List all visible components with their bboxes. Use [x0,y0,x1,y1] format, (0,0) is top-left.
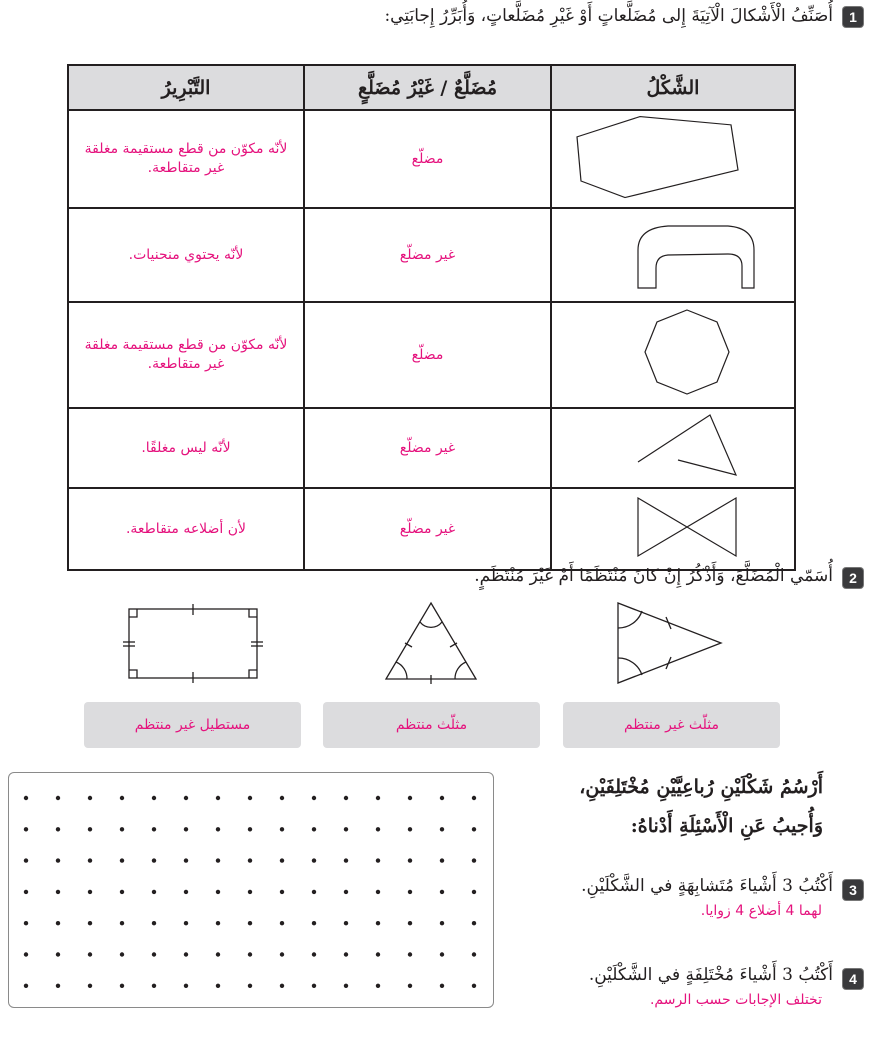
classification-cell: غير مضلّع [304,488,551,570]
grid-dot [120,796,124,800]
grid-dot [56,858,60,862]
dot-grid[interactable] [8,772,494,1008]
classification-table [67,64,796,571]
grid-dot [280,890,284,894]
curved-arch-shape [553,210,793,296]
question-4-instruction: أَكْتُبُ 3 أَشْياءَ مُخْتَلِفَةٍ في الشَّكْلَيْنِ. [588,965,833,985]
grid-dot [120,858,124,862]
grid-dot [440,984,444,988]
grid-dot [408,796,412,800]
grid-dot [216,890,220,894]
grid-dot [152,952,156,956]
grid-dot [184,984,188,988]
grid-dot [312,921,316,925]
grid-dot [312,827,316,831]
grid-dot [248,858,252,862]
grid-dot [152,858,156,862]
grid-dot [216,796,220,800]
grid-dot [184,952,188,956]
grid-dot [312,952,316,956]
grid-dot [152,827,156,831]
shape-cell [551,488,795,570]
grid-dot [184,921,188,925]
polygon-figures [0,595,885,695]
grid-dot [408,984,412,988]
grid-dot [472,827,476,831]
grid-dot [248,890,252,894]
grid-dot [120,890,124,894]
grid-dot [88,984,92,988]
question-4-answer: تختلف الإجابات حسب الرسم. [649,992,822,1008]
grid-dot [440,952,444,956]
grid-dot [24,827,28,831]
header-reason: التَّبْرِيرُ [68,65,304,110]
bowtie-shape [553,490,793,564]
grid-dot [440,890,444,894]
grid-dot [24,952,28,956]
grid-dot [408,858,412,862]
grid-dot [280,858,284,862]
table-header-row [68,65,795,110]
grid-dot [344,984,348,988]
classification-cell: غير مضلّع [304,208,551,302]
grid-dot [248,921,252,925]
grid-dot [376,984,380,988]
question-2-instruction: أُسَمّي الْمُضَلَّعَ، وَأَذْكُرُ إِنْ كانَ مُنْتَظَمًا أَمْ غَيْرَ مُنْتَظَمٍ. [474,566,833,586]
grid-dot [408,952,412,956]
grid-dot [376,858,380,862]
grid-dot [120,827,124,831]
grid-dot [280,827,284,831]
classification-cell: مضلّع [304,110,551,208]
grid-dot [216,858,220,862]
grid-dot [152,796,156,800]
grid-dot [152,921,156,925]
grid-dot [376,952,380,956]
grid-dot [248,796,252,800]
grid-dot [408,890,412,894]
grid-dot [472,890,476,894]
grid-dot [344,921,348,925]
grid-dot [408,827,412,831]
grid-dot [120,921,124,925]
question-number-badge: 4 [843,969,863,989]
grid-dot [120,952,124,956]
grid-dot [280,952,284,956]
grid-dot [344,952,348,956]
grid-dot [312,796,316,800]
grid-dot [440,796,444,800]
grid-dot [88,921,92,925]
grid-dot [184,890,188,894]
table-row [68,408,795,488]
question-3-instruction: أَكْتُبُ 3 أَشْياءَ مُتَشابِهَةٍ في الشَّكْلَيْنِ. [581,876,833,896]
grid-dot [24,796,28,800]
grid-dot [24,921,28,925]
grid-dot [24,890,28,894]
grid-dot [88,796,92,800]
header-classification: مُضَلَّعٌ / غَيْرُ مُضَلَّعٍ [304,65,551,110]
reason-cell: لأن أضلاعه متقاطعة. [68,488,304,570]
grid-dot [56,984,60,988]
shape-cell [551,408,795,488]
grid-dot [408,921,412,925]
grid-dot [56,796,60,800]
table-row [68,302,795,408]
question-number-badge: 1 [843,7,863,27]
open-triangle-shape [553,410,793,482]
grid-dot [184,796,188,800]
grid-dot [376,890,380,894]
grid-dot [216,921,220,925]
grid-dot [376,921,380,925]
answer-box: مثلّث غير منتظم [563,702,780,748]
grid-dot [56,952,60,956]
grid-dot [280,984,284,988]
grid-dot [440,921,444,925]
grid-dot [56,890,60,894]
draw-task-line-2: وَأُجيبُ عَنِ الْأَسْئِلَةِ أَدْناهُ: [630,815,823,837]
grid-dot [88,827,92,831]
classification-cell: مضلّع [304,302,551,408]
answer-box: مثلّث منتظم [323,702,540,748]
reason-cell: لأنّه ليس مغلقًا. [68,408,304,488]
grid-dot [440,827,444,831]
grid-dot [472,796,476,800]
grid-dot [344,890,348,894]
grid-dot [312,984,316,988]
grid-dot [472,921,476,925]
grid-dot [24,858,28,862]
grid-dot [184,827,188,831]
grid-dot [56,921,60,925]
hexagon-shape [553,112,793,202]
reason-cell: لأنّه يحتوي منحنيات. [68,208,304,302]
shape-cell [551,110,795,208]
table-row [68,110,795,208]
grid-dot [472,858,476,862]
grid-dot [376,827,380,831]
grid-dot [376,796,380,800]
grid-dot [440,858,444,862]
rectangle-figure [123,604,263,683]
shape-cell [551,302,795,408]
grid-dot [248,984,252,988]
dot-grid-points [9,773,493,1007]
grid-dot [216,952,220,956]
grid-dot [344,858,348,862]
question-number-badge: 2 [843,568,863,588]
grid-dot [248,827,252,831]
equilateral-triangle-figure [386,603,476,684]
grid-dot [216,984,220,988]
grid-dot [280,796,284,800]
grid-dot [216,827,220,831]
classification-cell: غير مضلّع [304,408,551,488]
draw-task-line-1: أَرْسُمُ شَكْلَيْنِ رُباعِيَّيْنِ مُخْتَلِفَيْنِ، [579,776,823,798]
grid-dot [24,984,28,988]
grid-dot [248,952,252,956]
grid-dot [56,827,60,831]
grid-dot [152,890,156,894]
reason-cell: لأنّه مكوّن من قطع مستقيمة مغلقة غير متقاطعة. [68,302,304,408]
grid-dot [280,921,284,925]
grid-dot [344,827,348,831]
reason-cell: لأنّه مكوّن من قطع مستقيمة مغلقة غير متقاطعة. [68,110,304,208]
isosceles-triangle-figure [618,603,721,683]
question-1-instruction: أُصَنِّفُ الْأَشْكالَ الْآتِيَةَ إِلى مُضَلَّعاتٍ أَوْ غَيْرِ مُضَلَّعاتٍ، وَأُبَرِّرُ إِجابَتِي: [384,6,833,26]
shape-cell [551,208,795,302]
grid-dot [312,890,316,894]
header-shape: الشَّكْلُ [551,65,795,110]
grid-dot [344,796,348,800]
answer-box: مستطيل غير منتظم [84,702,301,748]
question-number-badge: 3 [843,880,863,900]
table-row [68,208,795,302]
grid-dot [184,858,188,862]
grid-dot [88,952,92,956]
grid-dot [120,984,124,988]
table-row [68,488,795,570]
grid-dot [88,890,92,894]
grid-dot [312,858,316,862]
grid-dot [152,984,156,988]
question-3-answer: لهما 4 أضلاع 4 زوايا. [700,903,822,919]
octagon-shape [553,304,793,402]
grid-dot [472,984,476,988]
grid-dot [88,858,92,862]
grid-dot [472,952,476,956]
